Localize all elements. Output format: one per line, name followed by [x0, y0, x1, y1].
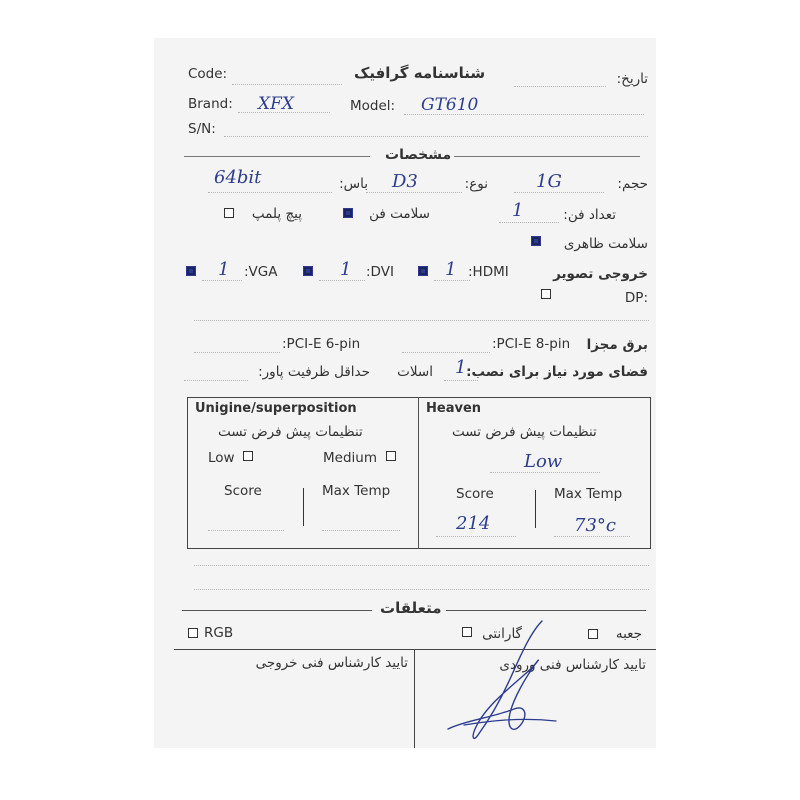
min-psu-line [184, 380, 248, 381]
capacity-label: حجم: [617, 176, 648, 192]
model-value: GT610 [421, 95, 479, 115]
brand-value: XFX [258, 94, 295, 114]
rgb-label: RGB [204, 625, 234, 641]
date-label: تاریخ: [616, 71, 648, 87]
benchmark-divider [418, 397, 419, 549]
sn-line [224, 136, 648, 137]
pin8-label: :PCI-E 8-pin [492, 336, 571, 352]
heaven-title: Heaven [426, 401, 482, 416]
bus-label: باس: [339, 176, 368, 192]
approval-rule [174, 649, 656, 650]
accessories-heading: متعلقات [380, 599, 442, 617]
hdmi-line [434, 280, 470, 281]
date-line [514, 86, 606, 87]
plumb-screw-checkbox[interactable] [224, 208, 234, 218]
dp-checkbox[interactable] [541, 289, 551, 299]
blank-line-1 [194, 320, 649, 321]
code-line [232, 84, 342, 85]
specs-rule-left [184, 156, 370, 157]
min-psu-label: حداقل ظرفیت پاور: [258, 364, 370, 380]
superposition-low-checkbox[interactable] [243, 451, 253, 461]
warranty-label: گارانتی [482, 626, 522, 642]
box-label: جعبه [615, 626, 642, 642]
superposition-medium-checkbox[interactable] [386, 451, 396, 461]
fan-health-checkbox[interactable] [343, 208, 353, 218]
accessories-rule-left [182, 610, 372, 611]
superposition-low-label: Low [208, 450, 235, 466]
dvi-value: 1 [340, 259, 352, 280]
heaven-score-label: Score [456, 486, 494, 502]
fan-count-line [499, 222, 559, 223]
heaven-score-line [436, 536, 516, 537]
warranty-checkbox[interactable] [462, 627, 472, 637]
blank-line-2 [194, 565, 649, 566]
dp-label: :DP [624, 290, 648, 306]
approval-divider [414, 649, 415, 748]
dvi-line [319, 280, 365, 281]
appearance-label: سلامت ظاهری [563, 236, 648, 252]
capacity-value: 1G [536, 171, 562, 192]
output-tech-label: تایید کارشناس فنی خروجی [255, 655, 408, 671]
box-checkbox[interactable] [588, 629, 598, 639]
superposition-temp-line [322, 530, 400, 531]
heaven-temp-value: 73°c [574, 515, 616, 536]
vga-value: 1 [218, 259, 230, 280]
hdmi-label: :HDMI [468, 264, 509, 280]
appearance-checkbox[interactable] [531, 236, 541, 246]
superposition-score-divider [303, 488, 304, 526]
capacity-line [514, 192, 604, 193]
rgb-checkbox[interactable] [188, 628, 198, 638]
vga-checkbox[interactable] [186, 266, 196, 276]
graphics-card-id-form [154, 38, 656, 748]
superposition-title: Unigine/superposition [195, 401, 357, 416]
form-title: شناسنامه گرافیک [354, 64, 486, 82]
pin8-line [402, 352, 490, 353]
fan-health-label: سلامت فن [369, 206, 430, 222]
plumb-screw-label: پیچ پلمپ [251, 206, 302, 222]
heaven-settings-label: تنظیمات پیش فرض تست [452, 424, 597, 440]
accessories-rule-right [446, 610, 646, 611]
bus-line [208, 192, 332, 193]
pin6-line [194, 352, 280, 353]
space-line [444, 380, 478, 381]
vga-line [202, 280, 242, 281]
heaven-score-value: 214 [456, 513, 491, 534]
brand-label: Brand: [188, 96, 233, 112]
vga-label: :VGA [244, 264, 278, 280]
outputs-heading: خروجی تصویر [553, 266, 648, 282]
superposition-medium-label: Medium [323, 450, 377, 466]
hdmi-checkbox[interactable] [418, 266, 428, 276]
dvi-checkbox[interactable] [303, 266, 313, 276]
type-line [366, 192, 462, 193]
hdmi-value: 1 [445, 259, 457, 280]
slot-label: اسلات [397, 364, 433, 380]
superposition-temp-label: Max Temp [322, 483, 391, 499]
heaven-preset-line [490, 472, 600, 473]
space-value: 1 [455, 357, 467, 378]
fan-count-label: تعداد فن: [563, 207, 616, 223]
type-label: نوع: [464, 176, 488, 192]
heaven-score-divider [535, 490, 536, 528]
space-label: فضای مورد نیاز برای نصب: [466, 364, 648, 380]
heaven-temp-label: Max Temp [554, 486, 623, 502]
code-label: Code: [188, 66, 228, 82]
superposition-settings-label: تنظیمات پیش فرض تست [218, 424, 363, 440]
type-value: D3 [392, 171, 418, 192]
heaven-temp-line [554, 536, 630, 537]
bus-value: 64bit [214, 167, 262, 188]
model-label: Model: [350, 98, 396, 114]
sn-label: S/N: [188, 121, 216, 137]
heaven-preset-value: Low [524, 451, 563, 472]
power-heading: برق مجزا [586, 337, 648, 353]
specs-rule-right [454, 156, 640, 157]
input-tech-label: تایید کارشناس فنی ورودی [499, 657, 646, 673]
dvi-label: :DVI [366, 264, 394, 280]
pin6-label: :PCI-E 6-pin [282, 336, 361, 352]
superposition-score-line [208, 530, 284, 531]
specs-heading: مشخصات [385, 147, 452, 163]
blank-line-3 [194, 589, 649, 590]
fan-count-value: 1 [512, 200, 524, 221]
superposition-score-label: Score [224, 483, 262, 499]
